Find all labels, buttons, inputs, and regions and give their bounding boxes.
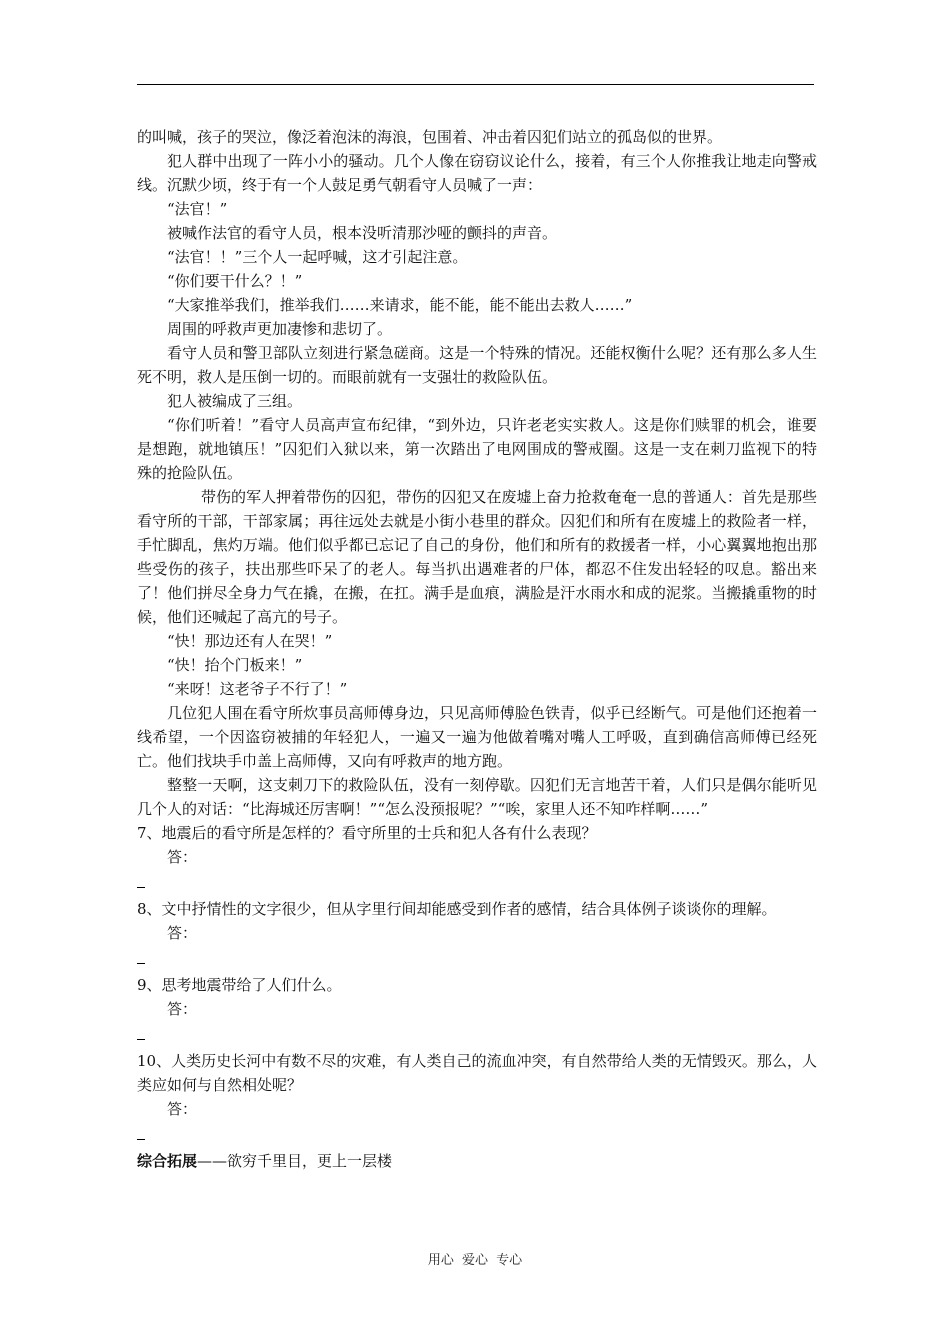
paragraph: 几位犯人围在看守所炊事员高师傅身边，只见高师傅脸色铁青，似乎已经断气。可是他们还抱着一线希望，一个因盗窃被捕的年轻犯人，一遍又一遍为他做着嘴对嘴人工呼吸，直到确信高师傅已经死亡。他们找块手巾盖上高师傅，又向有呼救声的地方跑。 [137,704,817,770]
paragraph: 带伤的军人押着带伤的囚犯，带伤的囚犯又在废墟上奋力抢救奄奄一息的普通人：首先是那些看守所的干部，干部家属；再往远处去就是小街小巷里的群众。囚犯们和所有在废墟上的救险者一样，手忙脚乱，焦灼万端。他们似乎都已忘记了自己的身份，他们和所有的救援者一样，小心翼翼地抱出那些受伤的孩子，扶出那些吓呆了的老人。每当扒出遇难者的尸体，都忍不住发出轻轻的叹息。豁出来了！他们拼尽全身力气在撬，在搬，在扛。满手是血痕，满脸是汗水雨水和成的泥浆。当搬撬重物的时候，他们还喊起了高亢的号子。 [137,488,817,626]
paragraph: 犯人群中出现了一阵小小的骚动。几个人像在窃窃议论什么，接着，有三个人你推我让地走向警戒线。沉默少顷，终于有一个人鼓足勇气朝看守人员喊了一声： [137,152,817,194]
paragraph: “快！抬个门板来！” [167,656,303,674]
question-9 [137,973,817,1049]
paragraph: 犯人被编成了三组。 [167,392,303,410]
question-text: 9、思考地震带给了人们什么。 [137,976,342,994]
paragraph: 整整一天啊，这支刺刀下的救险队伍，没有一刻停歇。囚犯们无言地苦干着，人们只是偶尔能听见几个人的对话：“比海城还厉害啊！”“怎么没预报呢？”“唉，家里人还不知咋样啊……” [137,776,817,818]
paragraph: “法官！！”三个人一起呼喊，这才引起注意。 [167,248,468,266]
header-rule [137,84,814,85]
paragraph: 的叫喊，孩子的哭泣，像泛着泡沫的海浪，包围着、冲击着囚犯们站立的孤岛似的世界。 [137,128,723,146]
paragraph: “你们听着！”看守人员高声宣布纪律，“到外边，只许老老实实救人。这是你们赎罪的机会，谁要是想跑，就地镇压！”囚犯们入狱以来，第一次踏出了电网围成的警戒圈。这是一支在刺刀监视下的特殊的抢险队伍。 [137,416,817,482]
paragraph: “你们要干什么？！” [167,272,303,290]
answer-blank[interactable] [137,1121,817,1149]
paragraph: 被喊作法官的看守人员，根本没听清那沙哑的颤抖的声音。 [167,224,558,242]
question-text: 10、人类历史长河中有数不尽的灾难，有人类自己的流血冲突，有自然带给人类的无情毁灭。那么，人类应如何与自然相处呢？ [137,1052,817,1094]
answer-blank[interactable] [137,1021,817,1049]
answer-label: 答： [167,1100,198,1118]
paragraph: “来呀！这老爷子不行了！” [167,680,348,698]
question-7 [137,821,817,897]
document-body [137,125,817,1173]
paragraph: “法官！” [167,200,228,218]
paragraph: “大家推举我们，推举我们……来请求，能不能，能不能出去救人……” [167,296,633,314]
paragraph: 看守人员和警卫部队立刻进行紧急磋商。这是一个特殊的情况。还能权衡什么呢？还有那么多人生死不明，救人是压倒一切的。而眼前就有一支强壮的救险队伍。 [137,344,817,386]
question-text: 7、地震后的看守所是怎样的？看守所里的士兵和犯人各有什么表现？ [137,824,597,842]
answer-label: 答： [167,1000,198,1018]
paragraph: 周围的呼救声更加凄惨和悲切了。 [167,320,393,338]
question-8 [137,897,817,973]
paragraph: “快！那边还有人在哭！” [167,632,333,650]
section-title-rest: ——欲穷千里目，更上一层楼 [197,1152,393,1170]
question-text: 8、文中抒情性的文字很少，但从字里行间却能感受到作者的感情，结合具体例子谈谈你的理解。 [137,900,777,918]
page-footer: 用心 爱心 专心 [427,1253,523,1268]
section-title-bold: 综合拓展 [137,1152,198,1170]
question-10 [137,1049,817,1149]
answer-blank[interactable] [137,945,817,973]
answer-label: 答： [167,924,198,942]
section-title [137,1149,817,1173]
answer-blank[interactable] [137,869,817,897]
answer-label: 答： [167,848,198,866]
